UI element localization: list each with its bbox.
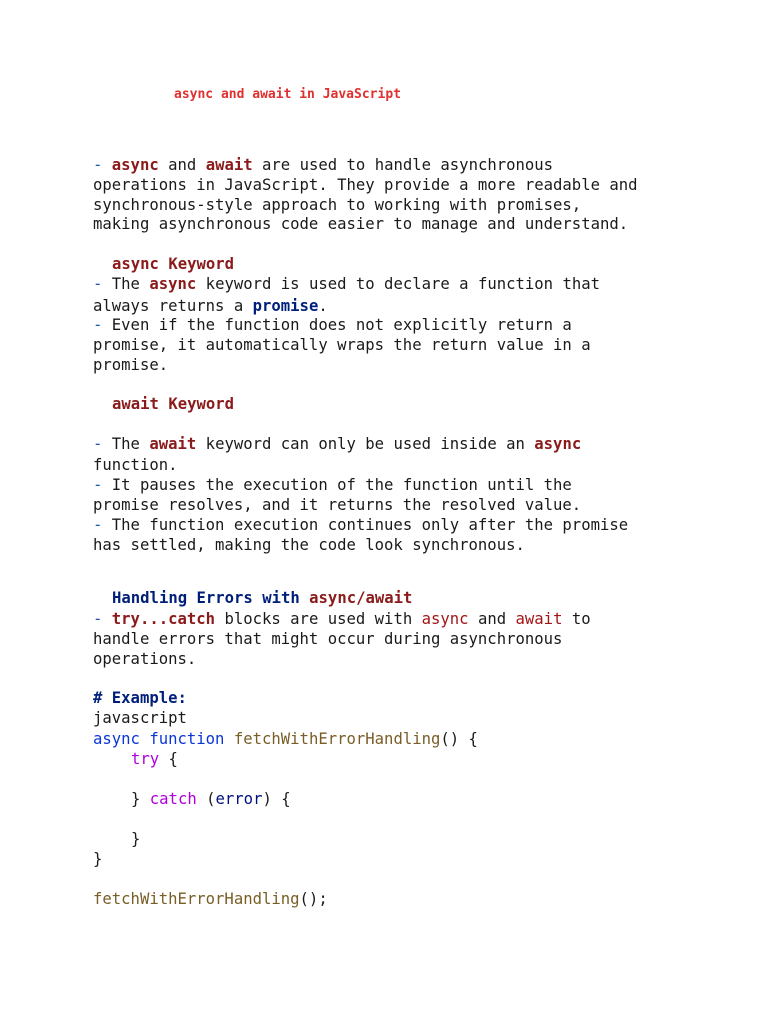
- async-keyword-heading: async Keyword: [112, 255, 235, 273]
- errors-line-2: handle errors that might occur during asynchronous: [93, 630, 563, 648]
- code-line-1: async function fetchWithErrorHandling() {: [93, 730, 478, 748]
- async-line-2: always returns a promise.: [93, 297, 328, 315]
- await-line-2: function.: [93, 456, 178, 474]
- errors-line-1: - try...catch blocks are used with async and await to: [93, 610, 591, 628]
- await-line-3: - It pauses the execution of the function until the: [93, 476, 572, 494]
- await-line-4: promise resolves, and it returns the resolved value.: [93, 496, 582, 514]
- async-line-1: - The async keyword is used to declare a function that: [93, 275, 600, 293]
- page-title: async and await in JavaScript: [174, 87, 401, 102]
- intro-line-1: - async and await are used to handle asynchronous: [93, 156, 554, 174]
- code-line-5: }: [93, 850, 103, 868]
- await-line-6: has settled, making the code look synchronous.: [93, 536, 525, 554]
- async-line-4: promise, it automatically wraps the return value in a: [93, 336, 591, 354]
- example-lang-label: javascript: [93, 709, 187, 727]
- await-keyword-heading: await Keyword: [112, 395, 235, 413]
- example-heading: # Example:: [93, 689, 187, 707]
- async-line-3: - Even if the function does not explicitly return a: [93, 316, 572, 334]
- errors-heading: Handling Errors with async/await: [112, 589, 413, 607]
- code-line-3: } catch (error) {: [131, 790, 291, 808]
- errors-line-3: operations.: [93, 650, 197, 668]
- async-line-5: promise.: [93, 356, 169, 374]
- intro-line-3: synchronous-style approach to working with promises,: [93, 196, 582, 214]
- await-line-1: - The await keyword can only be used inside an async: [93, 435, 582, 453]
- intro-line-4: making asynchronous code easier to manage and understand.: [93, 215, 629, 233]
- code-line-4: }: [131, 830, 141, 848]
- intro-line-2: operations in JavaScript. They provide a more readable and: [93, 176, 638, 194]
- code-line-6: fetchWithErrorHandling();: [93, 890, 328, 908]
- code-line-2: try {: [131, 750, 178, 768]
- await-line-5: - The function execution continues only after the promise: [93, 516, 629, 534]
